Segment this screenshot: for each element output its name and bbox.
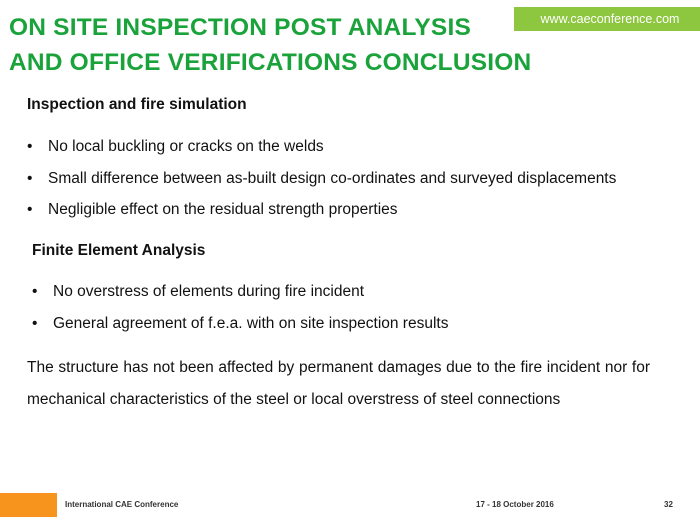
footer-accent-bar: [0, 493, 57, 517]
slide-title: [9, 10, 531, 80]
list-item: [27, 200, 616, 232]
page-number: 32: [664, 500, 673, 509]
inspection-bullet-list: [27, 137, 616, 232]
slide-title-line-2: AND OFFICE VERIFICATIONS CONCLUSION: [9, 49, 532, 76]
list-item-text: No overstress of elements during fire incident: [53, 283, 365, 300]
section-heading-inspection: Inspection and fire simulation: [27, 96, 247, 113]
bullet-icon: •: [27, 201, 33, 218]
website-url-badge: www.caeconference.com: [514, 7, 700, 31]
slide-title-line-1: ON SITE INSPECTION POST ANALYSIS: [9, 14, 471, 41]
footer-conference-name: International CAE Conference: [65, 500, 179, 509]
list-item-text: General agreement of f.e.a. with on site inspection results: [53, 314, 449, 332]
footer-dates: 17 - 18 October 2016: [476, 500, 554, 509]
list-item-text: No local buckling or cracks on the welds: [48, 138, 324, 155]
bullet-icon: •: [27, 138, 33, 155]
list-item: [27, 137, 616, 169]
list-item-text: Negligible effect on the residual strength properties: [48, 201, 398, 218]
conclusion-paragraph: The structure has not been affected by permanent damages due to the fire incident nor for mechanical characteristics of the steel or local overstress of steel connections: [27, 359, 650, 408]
bullet-icon: •: [32, 283, 38, 300]
list-item-text: Small difference between as-built design co-ordinates and surveyed displacements: [48, 169, 617, 187]
bullet-icon: •: [27, 169, 33, 187]
list-item: [32, 282, 448, 314]
list-item: [27, 169, 616, 201]
fea-bullet-list: [32, 282, 448, 345]
bullet-icon: •: [32, 314, 38, 332]
list-item: [32, 314, 448, 346]
section-heading-fea: Finite Element Analysis: [32, 242, 206, 259]
